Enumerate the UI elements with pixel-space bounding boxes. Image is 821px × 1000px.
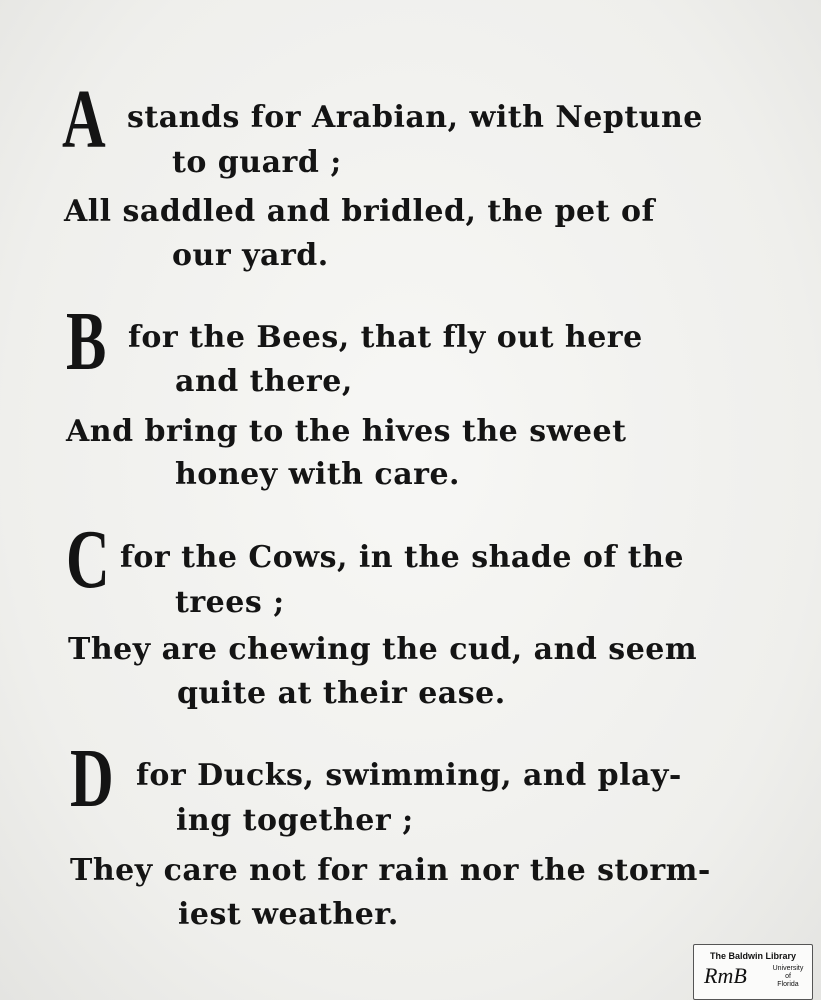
library-stamp (693, 944, 813, 1000)
verse-line: iest weather. (178, 897, 399, 932)
verse-line: trees ; (175, 585, 285, 620)
verse-line: They are chewing the cud, and seem (68, 632, 698, 667)
verse-line: stands for Arabian, with Neptune (127, 100, 703, 135)
verse-line: They care not for rain nor the storm- (70, 853, 711, 888)
drop-cap-a: A (62, 73, 106, 166)
verse-line: quite at their ease. (177, 676, 506, 711)
verse-line: for Ducks, swimming, and play- (136, 758, 682, 793)
library-name: The Baldwin Library (709, 951, 796, 961)
verse-line: our yard. (172, 238, 329, 273)
verse-line: All saddled and bridled, the pet of (64, 194, 655, 229)
verse-line: and there, (175, 364, 353, 399)
university-label (768, 965, 808, 989)
verse-line: ing together ; (176, 803, 414, 838)
verse-line: for the Bees, that fly out here (128, 320, 643, 355)
verse-line: to guard ; (172, 145, 342, 180)
drop-cap-d: D (70, 732, 114, 825)
verse-line: honey with care. (175, 457, 460, 492)
library-monogram: RmB (704, 963, 747, 988)
university-line: Florida (777, 981, 799, 988)
verse-line: And bring to the hives the sweet (66, 414, 627, 449)
drop-cap-c: C (66, 513, 110, 606)
verse-line: for the Cows, in the shade of the (120, 540, 684, 575)
university-line: University (772, 965, 804, 972)
university-line: of (785, 973, 791, 980)
drop-cap-b: B (66, 295, 107, 388)
